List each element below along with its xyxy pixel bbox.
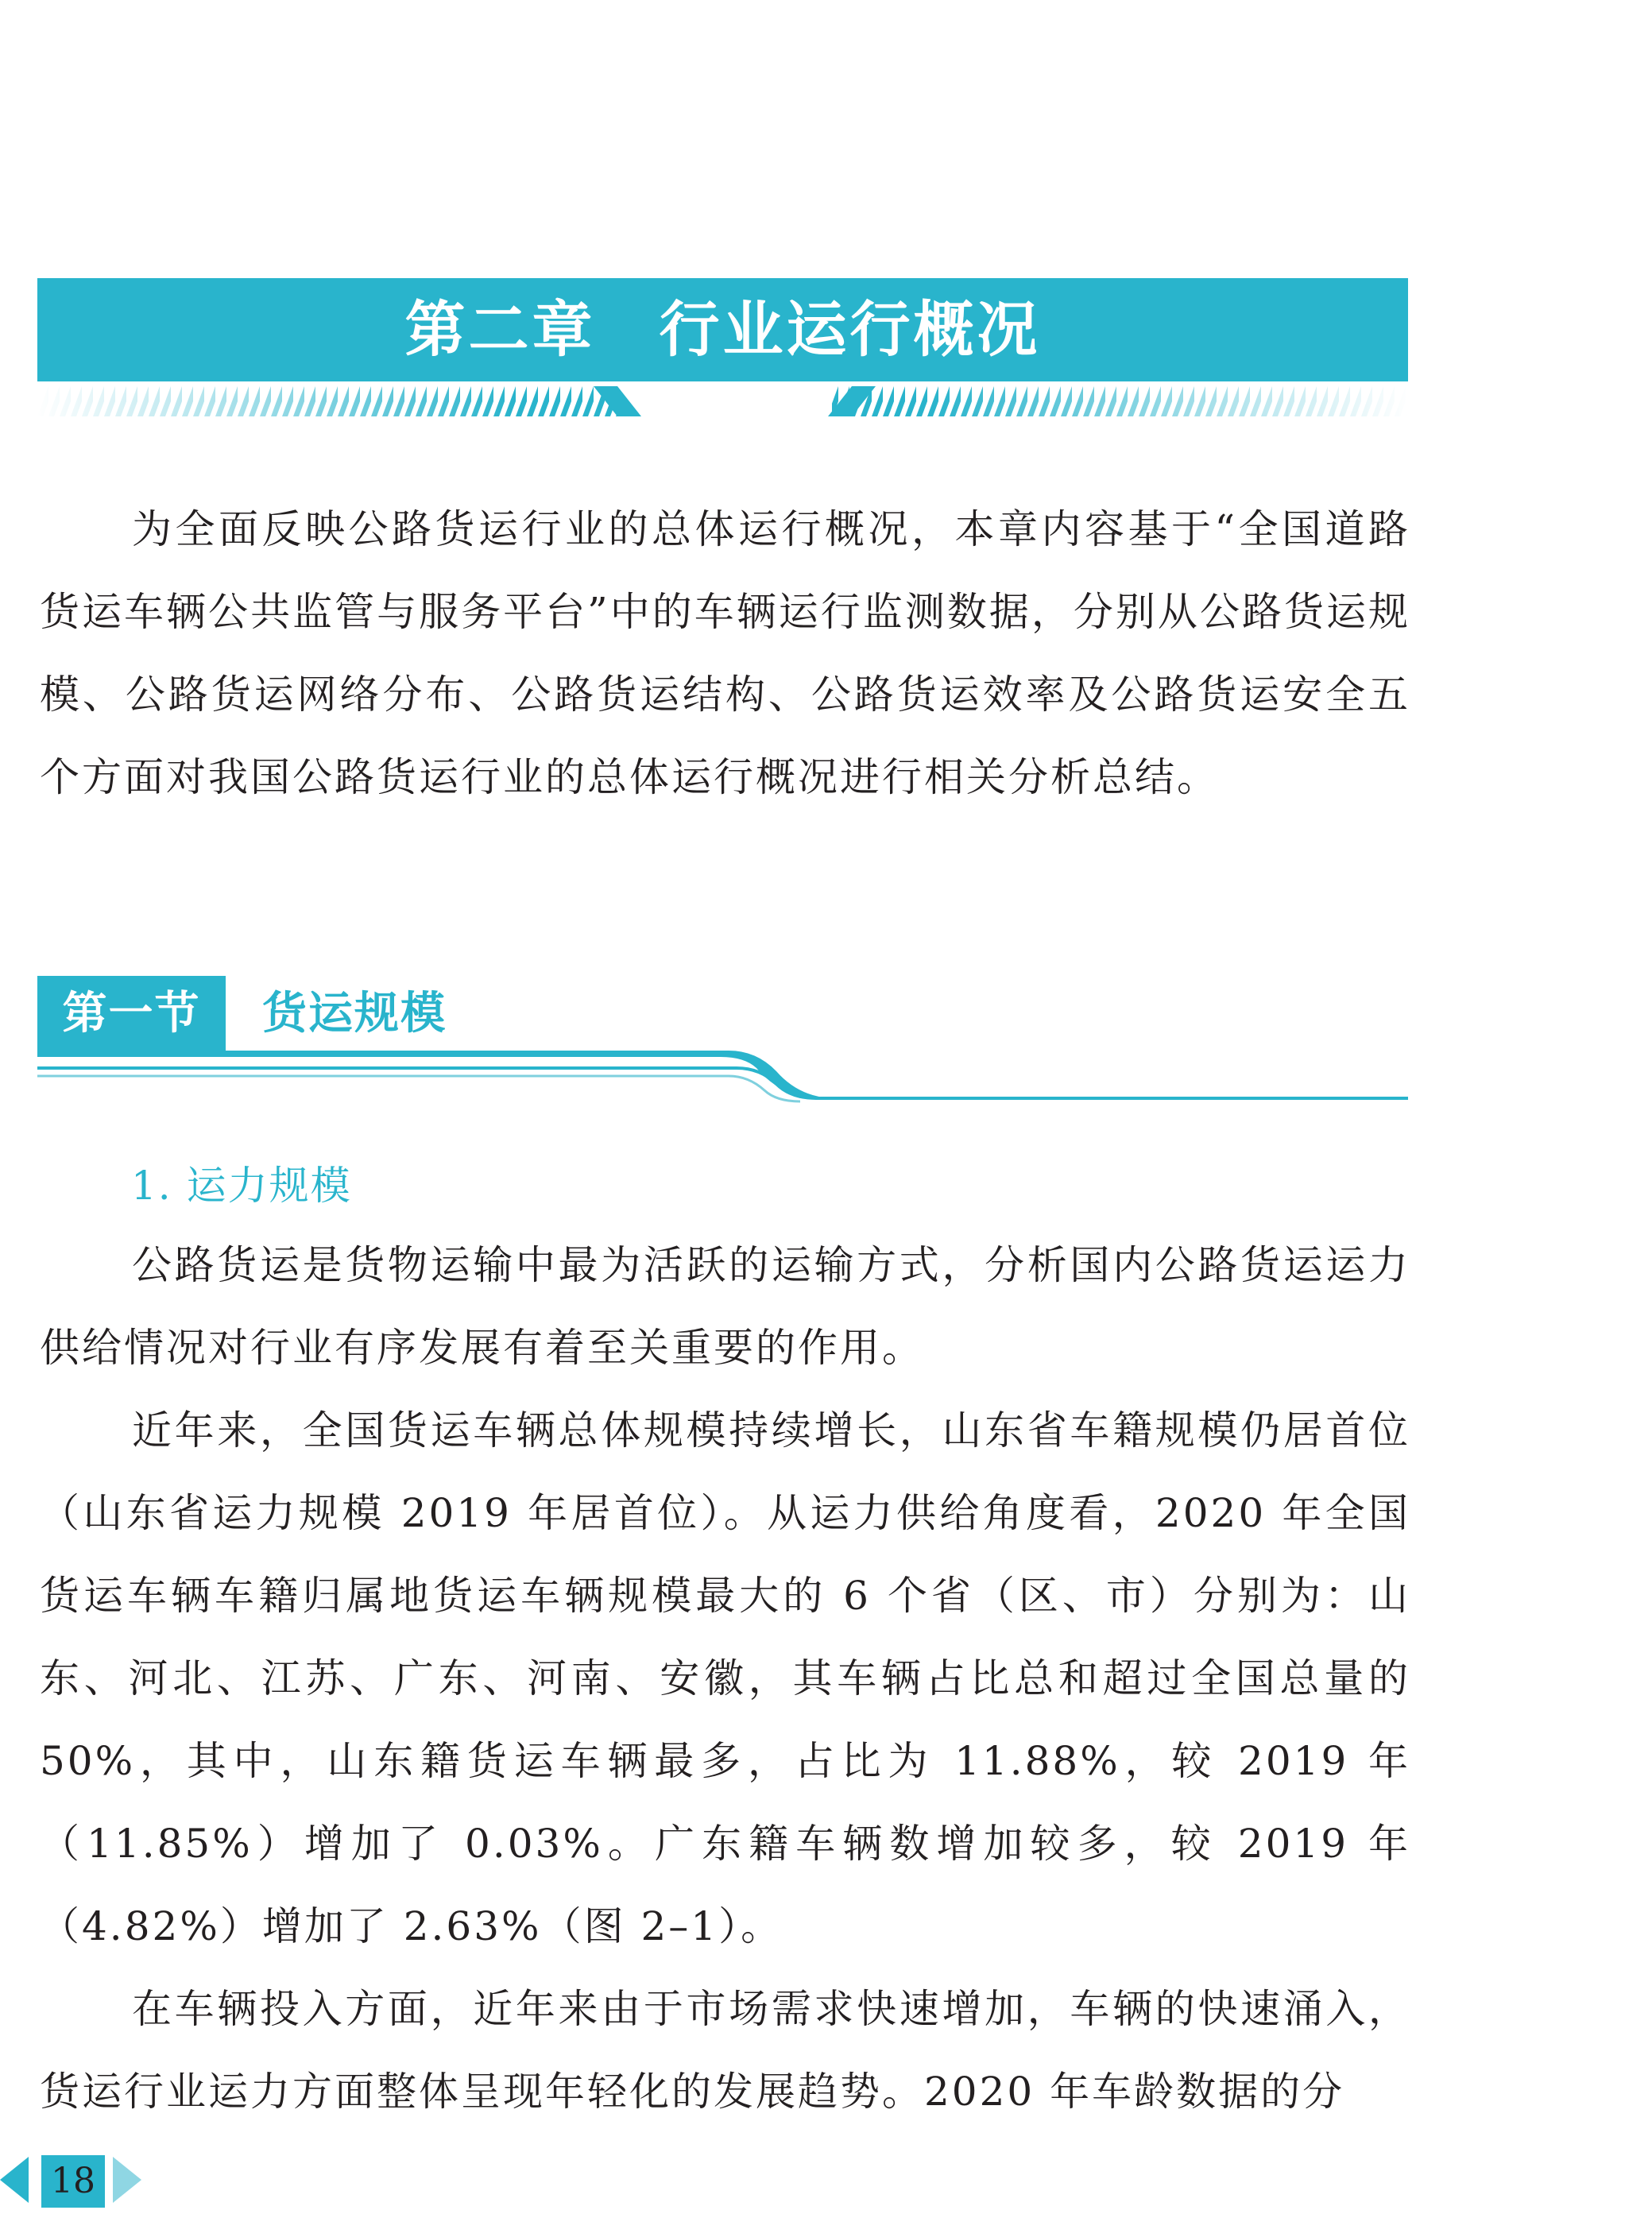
section-title: 货运规模 bbox=[262, 988, 447, 1039]
intro-text bbox=[40, 488, 1410, 819]
subsection-heading: 1. 运力规模 bbox=[131, 1163, 352, 1209]
section-underline-decoration bbox=[37, 1039, 1408, 1103]
next-arrow-icon bbox=[113, 2157, 141, 2203]
body-paragraph: 近年来，全国货运车辆总体规模持续增长，山东省车籍规模仍居首位（山东省运力规模 2019 年居首位）。从运力供给角度看，2020 年全国货运车辆车籍归属地货运车辆规模最大的 6 个省（区、市）分别为：山东、河北、江苏、广东、河南、安徽，其车辆占比总和超过全国总量的 50%，其中，山东籍货运车辆最多，占比为 11.88%，较 2019 年（11.85%）增加了 0.03%。广东籍车辆数增加较多，较 2019 年（4.82%）增加了 2.63%（图 2–1）。 bbox=[40, 1407, 1410, 1949]
body-paragraph: 在车辆投入方面，近年来由于市场需求快速增加，车辆的快速涌入，货运行业运力方面整体呈现年轻化的发展趋势。2020 年车龄数据的分 bbox=[40, 1986, 1410, 2115]
chapter-title: 第二章 行业运行概况 bbox=[404, 294, 1041, 365]
chapter-banner bbox=[37, 278, 1408, 381]
section-number-tab: 第一节 bbox=[37, 976, 226, 1051]
intro-paragraph: 为全面反映公路货运行业的总体运行概况，本章内容基于“全国道路货运车辆公共监管与服务平台”中的车辆运行监测数据，分别从公路货运规模、公路货运网络分布、公路货运结构、公路货运效率及公路货运安全五个方面对我国公路货运行业的总体运行概况进行相关分析总结。 bbox=[40, 506, 1410, 800]
page-number: 18 bbox=[51, 2161, 95, 2201]
chapter-banner-stripes bbox=[37, 386, 1408, 416]
prev-arrow-icon bbox=[0, 2157, 29, 2203]
main-text bbox=[40, 1224, 1410, 2133]
section-heading bbox=[37, 976, 1408, 1103]
body-paragraph: 公路货运是货物运输中最为活跃的运输方式，分析国内公路货运运力供给情况对行业有序发展有着至关重要的作用。 bbox=[40, 1242, 1410, 1371]
